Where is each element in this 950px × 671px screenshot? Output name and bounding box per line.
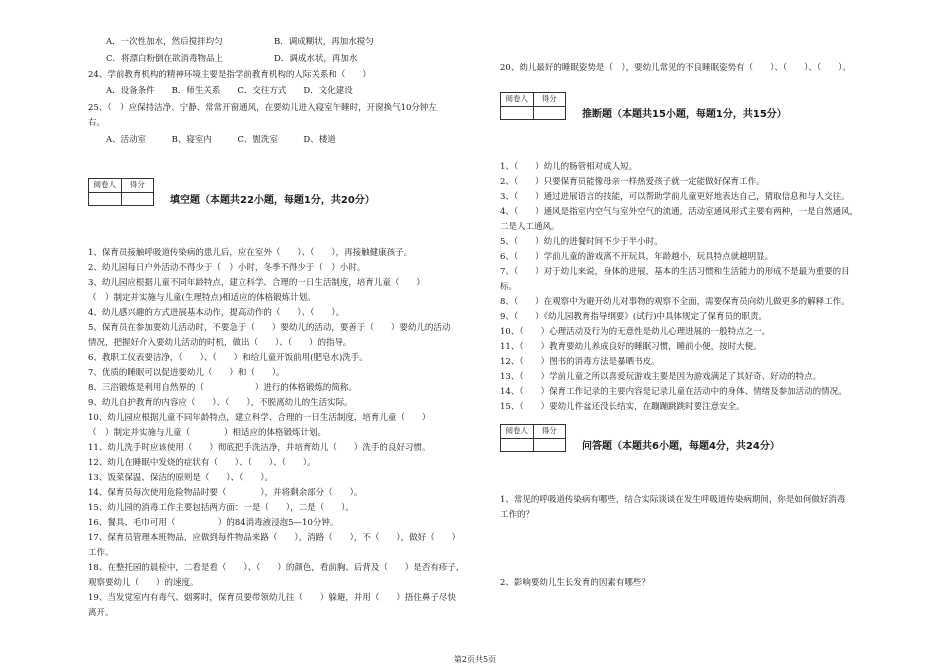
q23-option-c: C．将漂白粉倒在欲消毒物品上	[106, 54, 224, 64]
page-number: 第2页共5页	[453, 655, 497, 664]
qa-question-1-cont: 工作的？	[500, 510, 535, 520]
fill-line: 6、教职工仪表要洁净，（ ）、（ ）和给儿童开饭前用(肥皂水)洗手。	[88, 353, 368, 363]
judge-line: 9、（ ）《幼儿园教育指导纲要》(试行)中具体规定了保育员的职责。	[500, 312, 768, 322]
score-box-judge	[500, 92, 566, 120]
score-box-qa	[500, 424, 566, 452]
fill-line: 4、幼儿感兴趣的方式进展基本动作，提高动作的（ ）、（ ）。	[88, 308, 345, 318]
score-box-reviewer-label: 阅卷人	[93, 180, 116, 189]
judge-line: 8、（ ）在观察中为避开幼儿对事物的观察不全面，需要保育员向幼儿做更多的解释工作。	[500, 297, 850, 307]
fill-line: 17、保育员管理本班物品，应做到每件物品来路（ ），消路（ ），不（ ），做好（ ）	[88, 533, 461, 543]
judge-line: 4、（ ）通风是指室内空气与室外空气的流通，活动室通风形式主要有两种，一是自然通风，	[500, 207, 859, 217]
fill-line: 8、三浴锻炼是利用自然界的（ ）进行的体格锻炼的简称。	[88, 383, 357, 393]
fill-line: 13、饭菜保温、保洁的原则是（ ）、（ ）。	[88, 473, 274, 483]
fill-line: 情况，把握好介入要幼儿活动的时机，做出（ ）、（ ）的指导。	[88, 338, 352, 348]
question-24: 24、学前教育机构的精神环境主要是指学前教育机构的人际关系和（ ）	[88, 70, 371, 80]
question-25-cont: 右。	[88, 118, 106, 128]
question-24-options: A．设备条件 B．师生关系 C．交往方式 D．文化建设	[106, 86, 353, 96]
judge-line: 3、（ ）通过进展语言的技能，可以帮助学前儿童更好地表达自己，猜取信息和与人交往。	[500, 192, 850, 202]
question-25-options: A、活动室 B、寝室内 C、盥洗室 D、楼道	[106, 135, 336, 145]
section-title-judgement: 推断题（本题共15小题，每题1分，共15分）	[582, 109, 787, 120]
judge-line: 1、（ ）幼儿的肠管相对成人短。	[500, 162, 638, 172]
fill-line: 10、幼儿园应根据儿童不同年龄特点，建立科学、合理的一日生活制度，培育儿童（ ）	[88, 413, 431, 423]
fill-line: 18、在整托园的晨检中，二看是看（ ）、（ ）的颜色，看前胸、后背及（ ）是否有疹子，	[88, 563, 465, 573]
fill-line: （ ）制定并实施与儿童（ ）相适应的体格锻炼计划。	[88, 428, 327, 438]
fill-line: 9、幼儿自护教育的内容应（ ）、（ ），不脱离幼儿的生活实际。	[88, 398, 353, 408]
fill-line: 7、优质的睡眠可以促进要幼儿（ ）和（ ）。	[88, 368, 285, 378]
judge-line: 11、（ ）教育要幼儿养成良好的睡眠习惯，睡前小便，按时大便。	[500, 342, 762, 352]
score-box-fill	[88, 178, 154, 206]
judge-line: 2、（ ）只要保育员能像母亲一样热爱孩子就一定能做好保育工作。	[500, 177, 765, 187]
fill-line: 11、幼儿洗手时应该使用（ ）彻底把手洗洁净，并培育幼儿（ ）洗手的良好习惯。	[88, 443, 431, 453]
section-title-fill-in: 填空题（本题共22小题，每题1分，共20分）	[170, 195, 375, 206]
fill-line: 12、幼儿在睡眠中发烧的症状有（ ）、（ ）、（ ）。	[88, 458, 316, 468]
question-20: 20、幼儿最好的睡眠姿势是（ ），要幼儿常见的不良睡眠姿势有（ ）、（ ）、（ ）。	[500, 63, 851, 73]
fill-line: 16、餐具、毛巾可用（ ）的84消毒液浸泡5—10分钟。	[88, 518, 339, 528]
score-box-score-label: 得分	[533, 425, 566, 438]
fill-line: 19、当发觉室内有毒气、烟雾时，保育员要带领幼儿往（ ）躲避，并用（ ）捂住鼻子尽快	[88, 593, 456, 603]
judge-line: 5、（ ）幼儿的进餐时间不少于半小时。	[500, 237, 663, 247]
fill-line: 15、幼儿园的消毒工作主要包括两方面：一是（ ），二是（ ）。	[88, 503, 354, 513]
fill-line: 离开。	[88, 608, 114, 618]
judge-line: 7、（ ）对于幼儿来说，身体的进展，基本的生活习惯和生活能力的形成不是最为重要的目	[500, 267, 850, 277]
section-title-qa: 问答题（本题共6小题，每题4分，共24分）	[582, 441, 780, 452]
judge-line: 13、（ ）学前儿童之所以喜爱玩游戏主要是因为游戏满足了其好奇、好动的特点。	[500, 372, 822, 382]
judge-line: 标。	[500, 282, 518, 292]
qa-question-1: 1、常见的呼吸道传染病有哪些，结合实际谈谈在发生呼吸道传染病期间，你是如何做好消毒	[500, 495, 846, 505]
fill-line: 观察要幼儿（ ）的速度。	[88, 578, 199, 588]
fill-line: 1、保育员接触呼吸道传染病的患儿后，应在室外（ ）、（ ），再接触健康孩子。	[88, 248, 413, 258]
score-box-score-label: 得分	[533, 93, 566, 106]
score-box-reviewer-label: 阅卷人	[505, 94, 528, 103]
judge-line: 10、（ ）心理活动及行为的无意性是幼儿心理进展的一般特点之一。	[500, 327, 771, 337]
judge-line: 二是人工通风。	[500, 222, 560, 232]
q23-option-b: B．调成糊状，再加水搅匀	[274, 37, 374, 47]
judge-line: 12、（ ）图书的消毒方法是暴晒书皮。	[500, 357, 660, 367]
fill-line: 2、幼儿园每日户外活动不得少于（ ）小时，冬季不得少于（ ）小时。	[88, 263, 366, 273]
fill-line: 工作。	[88, 548, 114, 558]
fill-line: 14、保育员每次使用危险物品时要（ ），并将剩余部分（ ）。	[88, 488, 363, 498]
fill-line: 3、幼儿园应根据儿童不同年龄特点，建立科学、合理的一日生活制度，培育儿童（ ）	[88, 278, 425, 288]
fill-line: （ ）制定并实施与儿童(生理特点)相适应的体格锻炼计划。	[88, 293, 316, 303]
score-box-score-label: 得分	[121, 179, 154, 192]
fill-line: 5、保育员在参加要幼儿活动时，不要急于（ ）要幼儿的活动，要善于（ ）要幼儿的活动	[88, 323, 451, 333]
qa-question-2: 2、影响要幼儿生长发育的因素有哪些？	[500, 578, 650, 588]
judge-line: 15、（ ）要幼儿件盆还没长结实，在蹦蹦跳跳时要注意安全。	[500, 402, 745, 412]
score-box-reviewer-label: 阅卷人	[505, 426, 528, 435]
q23-option-d: D．调成水状，再加水	[274, 54, 358, 64]
question-25: 25、（ ）应保持洁净、宁静、常常开窗通风，在要幼儿进入寝室午睡时，开窗换气10分钟左	[88, 103, 437, 113]
judge-line: 6、（ ）学前儿童的游戏离不开玩具，年龄越小，玩具特点就越明显。	[500, 252, 774, 262]
q23-option-a: A．一次性加水，然后搅拌均匀	[106, 37, 223, 47]
judge-line: 14、（ ）保育工作记录的主要内容是记录儿童在活动中的身体、情绪及参加活动的情况。	[500, 387, 847, 397]
